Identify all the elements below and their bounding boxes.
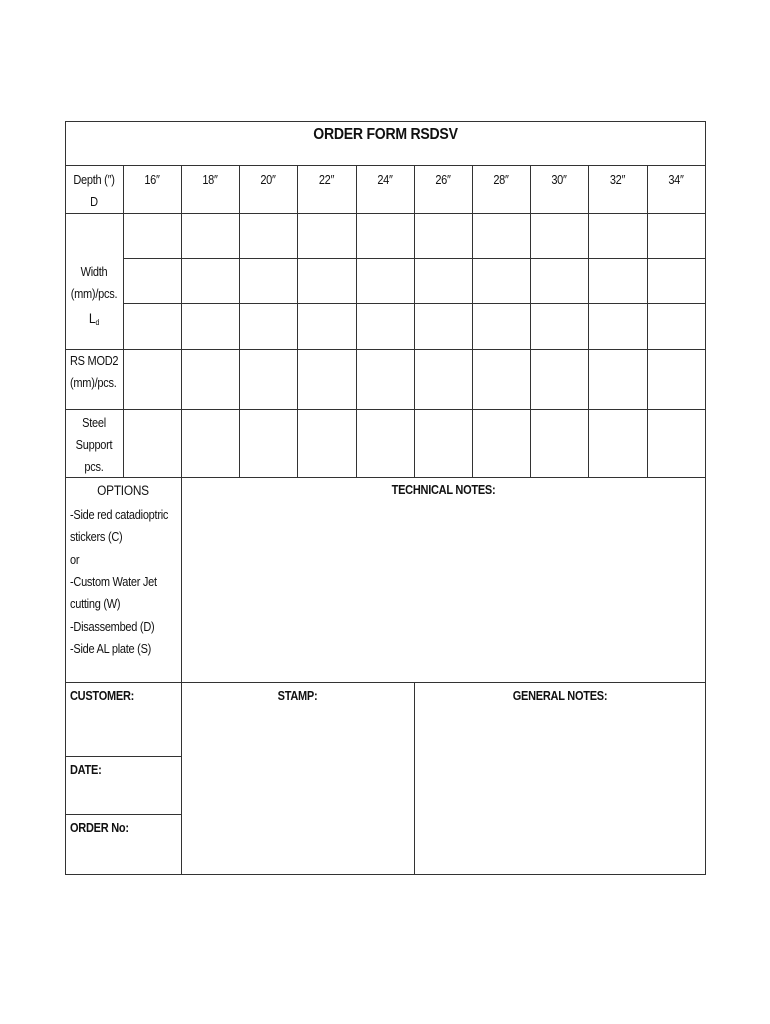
rsmod-cell[interactable] bbox=[298, 350, 356, 409]
width-cell[interactable] bbox=[531, 259, 588, 303]
option-line: -Side red catadioptric bbox=[70, 508, 169, 522]
width-unit: (mm)/pcs. bbox=[70, 287, 118, 301]
steel-label: Steel bbox=[82, 416, 106, 430]
depth-header: 24″ bbox=[377, 173, 393, 187]
depth-header: 28″ bbox=[493, 173, 509, 187]
border-top bbox=[65, 121, 706, 122]
option-line: -Custom Water Jet bbox=[70, 574, 157, 589]
order-form bbox=[65, 121, 706, 875]
width-cell[interactable] bbox=[298, 214, 356, 258]
technical-notes-field[interactable] bbox=[182, 503, 705, 682]
width-cell[interactable] bbox=[124, 304, 181, 349]
rsmod-cell[interactable] bbox=[182, 350, 239, 409]
width-symbol-sub: d bbox=[95, 318, 100, 327]
grid-line bbox=[65, 814, 181, 815]
width-cell[interactable] bbox=[473, 214, 530, 258]
rsmod-unit: (mm)/pcs. bbox=[70, 376, 117, 390]
depth-header: 18″ bbox=[202, 173, 218, 187]
width-cell[interactable] bbox=[357, 214, 414, 258]
form-title: ORDER FORM RSDSV bbox=[313, 126, 458, 143]
option-line: cutting (W) bbox=[70, 597, 121, 612]
technical-notes-label: TECHNICAL NOTES: bbox=[391, 483, 496, 497]
grid-line bbox=[65, 165, 706, 166]
rsmod-cell[interactable] bbox=[415, 350, 472, 409]
depth-header: 20″ bbox=[260, 173, 276, 187]
depth-header: 30″ bbox=[551, 173, 567, 187]
width-cell[interactable] bbox=[473, 259, 530, 303]
width-symbol-main: L bbox=[88, 310, 96, 326]
width-cell[interactable] bbox=[648, 214, 705, 258]
support-label: Support bbox=[75, 438, 113, 452]
option-line: -Disassembed (D) bbox=[70, 619, 155, 634]
steel-support-cell[interactable] bbox=[357, 410, 414, 477]
rsmod-label: RS MOD2 bbox=[70, 354, 119, 368]
depth-header: 32″ bbox=[609, 173, 626, 187]
steel-support-cell[interactable] bbox=[589, 410, 647, 477]
width-label: Width bbox=[80, 265, 108, 279]
rsmod-cell[interactable] bbox=[531, 350, 588, 409]
depth-symbol: D bbox=[90, 195, 98, 209]
grid-line bbox=[65, 756, 181, 757]
width-cell[interactable] bbox=[648, 259, 705, 303]
depth-header: 16″ bbox=[144, 173, 160, 187]
width-cell[interactable] bbox=[415, 259, 472, 303]
width-cell[interactable] bbox=[473, 304, 530, 349]
stamp-label: STAMP: bbox=[277, 689, 318, 703]
width-symbol bbox=[68, 307, 119, 334]
depth-header: 22″ bbox=[318, 173, 335, 187]
width-cell[interactable] bbox=[357, 259, 414, 303]
depth-header: 26″ bbox=[435, 173, 451, 187]
border-bottom bbox=[65, 874, 706, 875]
width-cell[interactable] bbox=[648, 304, 705, 349]
rsmod-cell[interactable] bbox=[240, 350, 297, 409]
general-notes-field[interactable] bbox=[415, 707, 705, 874]
rsmod-cell[interactable] bbox=[589, 350, 647, 409]
order-no-field[interactable] bbox=[66, 839, 181, 874]
steel-support-cell[interactable] bbox=[298, 410, 356, 477]
option-line: stickers (C) bbox=[70, 530, 123, 545]
width-cell[interactable] bbox=[182, 259, 239, 303]
steel-support-cell[interactable] bbox=[473, 410, 530, 477]
border-right bbox=[705, 121, 706, 875]
grid-line bbox=[65, 477, 706, 478]
rsmod-cell[interactable] bbox=[124, 350, 181, 409]
steel-support-cell[interactable] bbox=[648, 410, 705, 477]
border-left bbox=[65, 121, 66, 875]
rsmod-cell[interactable] bbox=[648, 350, 705, 409]
steel-support-cell[interactable] bbox=[240, 410, 297, 477]
width-cell[interactable] bbox=[589, 304, 647, 349]
width-cell[interactable] bbox=[298, 259, 356, 303]
width-cell[interactable] bbox=[240, 214, 297, 258]
stamp-field[interactable] bbox=[182, 707, 414, 874]
width-cell[interactable] bbox=[415, 304, 472, 349]
steel-support-cell[interactable] bbox=[124, 410, 181, 477]
customer-field[interactable] bbox=[66, 707, 181, 756]
width-cell[interactable] bbox=[589, 259, 647, 303]
width-cell[interactable] bbox=[531, 304, 588, 349]
date-field[interactable] bbox=[66, 781, 181, 814]
rsmod-cell[interactable] bbox=[473, 350, 530, 409]
width-cell[interactable] bbox=[124, 259, 181, 303]
date-label: DATE: bbox=[70, 763, 102, 777]
rsmod-cell[interactable] bbox=[357, 350, 414, 409]
pcs-label: pcs. bbox=[84, 460, 104, 474]
steel-support-cell[interactable] bbox=[531, 410, 588, 477]
width-cell[interactable] bbox=[415, 214, 472, 258]
options-title: OPTIONS bbox=[97, 483, 149, 498]
width-cell[interactable] bbox=[357, 304, 414, 349]
width-cell[interactable] bbox=[589, 214, 647, 258]
width-cell[interactable] bbox=[240, 259, 297, 303]
width-cell[interactable] bbox=[182, 214, 239, 258]
width-cell[interactable] bbox=[124, 214, 181, 258]
grid-line bbox=[65, 682, 706, 683]
option-line: or bbox=[70, 552, 80, 567]
width-cell[interactable] bbox=[240, 304, 297, 349]
general-notes-label: GENERAL NOTES: bbox=[512, 689, 608, 703]
steel-support-cell[interactable] bbox=[182, 410, 239, 477]
width-cell[interactable] bbox=[531, 214, 588, 258]
depth-header: 34″ bbox=[668, 173, 684, 187]
width-cell[interactable] bbox=[182, 304, 239, 349]
depth-label: Depth (″) bbox=[73, 173, 115, 187]
order-no-label: ORDER No: bbox=[70, 821, 129, 835]
customer-label: CUSTOMER: bbox=[70, 689, 135, 703]
width-cell[interactable] bbox=[298, 304, 356, 349]
option-line: -Side AL plate (S) bbox=[70, 641, 152, 656]
steel-support-cell[interactable] bbox=[415, 410, 472, 477]
